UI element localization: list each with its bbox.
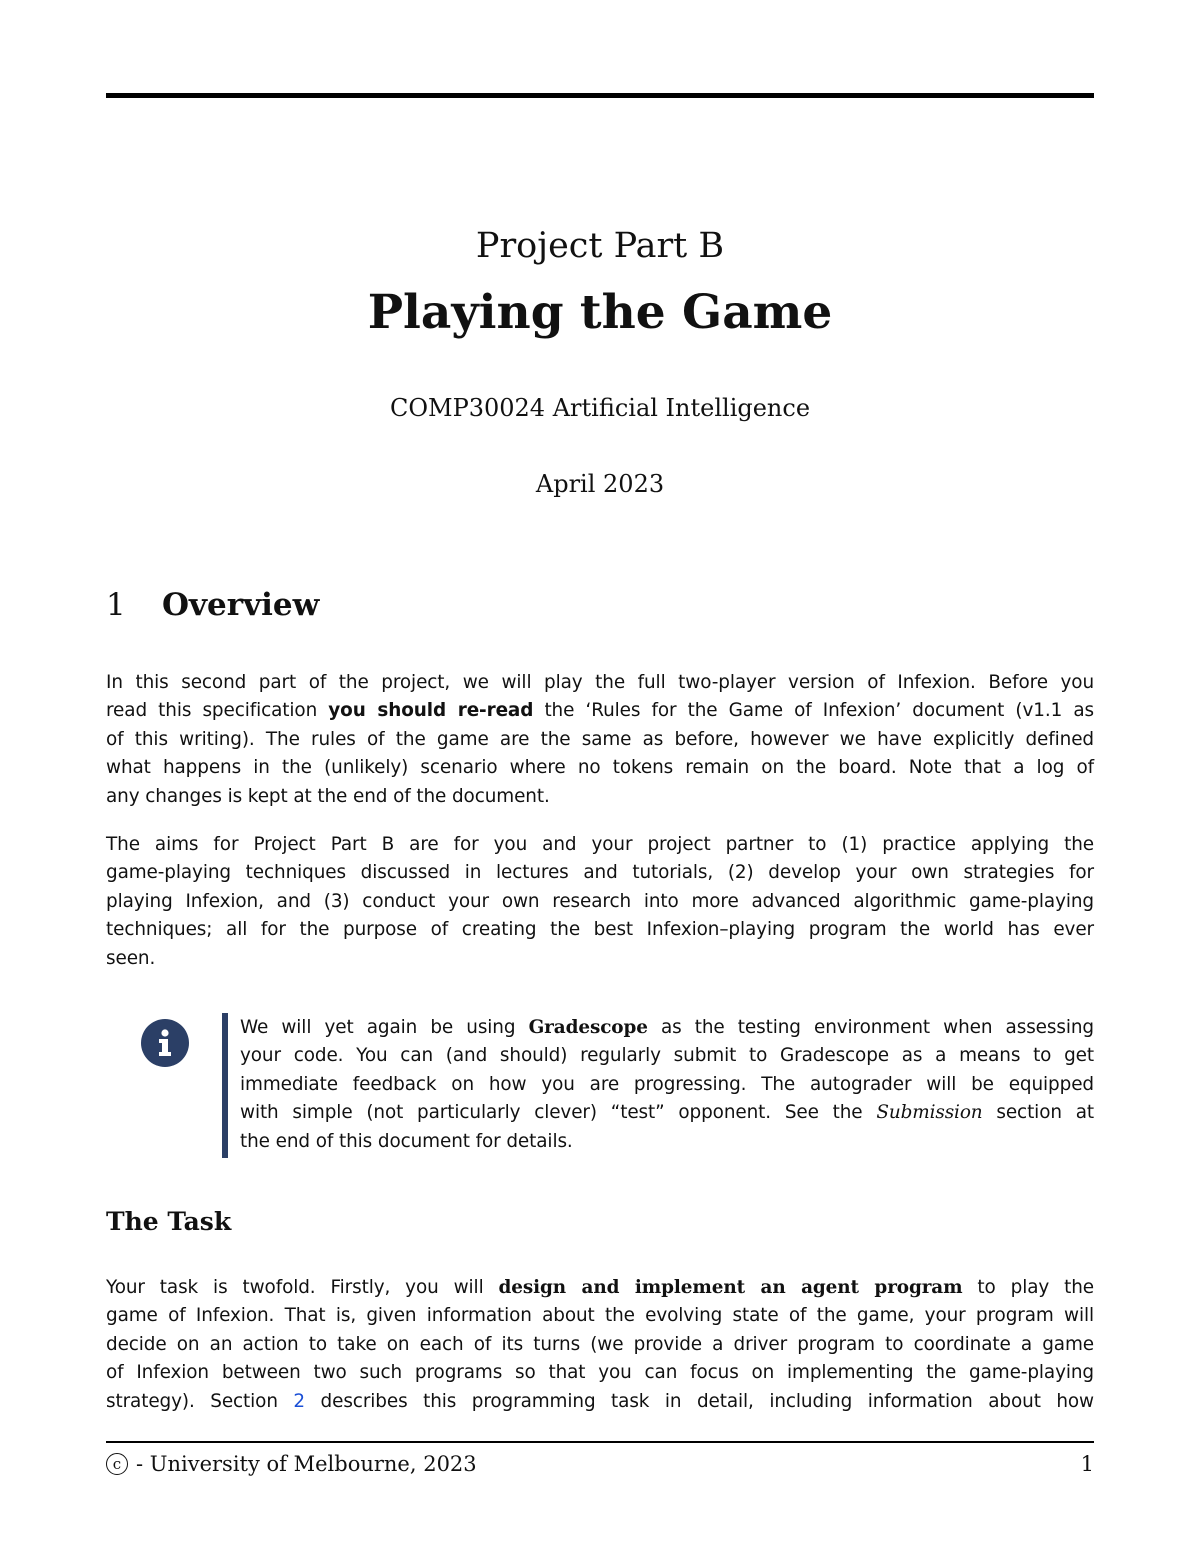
info-note bbox=[240, 1014, 1094, 1156]
page-number: 1 bbox=[1080, 1452, 1094, 1476]
document-title: Playing the Game bbox=[367, 285, 833, 340]
section-title: Overview bbox=[162, 587, 320, 623]
text-line bbox=[240, 1014, 1094, 1042]
document-subtitle: Project Part B bbox=[475, 226, 725, 266]
text-run: as the testing environment when assessing bbox=[647, 1017, 1094, 1038]
document-date: April 2023 bbox=[535, 470, 665, 498]
note-accent-bar bbox=[222, 1013, 228, 1158]
text-run: the ‘Rules for the Game of Infexion’ document (v1.1 as bbox=[533, 700, 1095, 722]
text-line bbox=[106, 1388, 1094, 1416]
footer bbox=[106, 1452, 477, 1476]
text-line: seen. bbox=[106, 947, 156, 969]
text-run: to play the bbox=[962, 1277, 1094, 1298]
text-run: describes this programming task in detail, including information about how bbox=[305, 1390, 1094, 1412]
text-line: game-playing techniques discussed in lectures and tutorials, (2) develop your own strategies for bbox=[106, 862, 1094, 884]
text-line: your code. You can (and should) regularly submit to Gradescope as a means to get bbox=[240, 1045, 1094, 1067]
copyright-icon: c bbox=[106, 1453, 128, 1475]
text-line: The aims for Project Part B are for you and your project partner to (1) practice applying the bbox=[106, 834, 1094, 855]
section-link[interactable]: 2 bbox=[293, 1390, 306, 1412]
top-rule bbox=[106, 93, 1094, 98]
paragraph-aims bbox=[106, 831, 1094, 973]
section-heading-overview bbox=[106, 587, 319, 623]
text-line: the end of this document for details. bbox=[240, 1130, 573, 1152]
text-line: playing Infexion, and (3) conduct your own research into more advanced algorithmic game-playing bbox=[106, 890, 1094, 912]
bold-text: design and implement an agent program bbox=[498, 1277, 963, 1298]
text-line bbox=[106, 697, 1094, 725]
footer-text: - University of Melbourne, 2023 bbox=[136, 1452, 477, 1476]
course-name: COMP30024 Artificial Intelligence bbox=[389, 394, 811, 422]
text-line: what happens in the (unlikely) scenario where no tokens remain on the board. Note that a log of bbox=[106, 757, 1094, 779]
text-run: Your task is twofold. Firstly, you will bbox=[106, 1277, 499, 1298]
text-run: with simple (not particularly clever) “test” opponent. See the bbox=[240, 1102, 877, 1124]
text-line: any changes is kept at the end of the document. bbox=[106, 785, 550, 807]
section-number: 1 bbox=[106, 587, 126, 623]
bold-text: Gradescope bbox=[528, 1017, 648, 1038]
text-line bbox=[240, 1099, 1094, 1127]
text-run: strategy). Section bbox=[106, 1390, 294, 1412]
info-icon bbox=[141, 1019, 189, 1067]
text-line: game of Infexion. That is, given information about the evolving state of the game, your program will bbox=[106, 1305, 1094, 1327]
italic-text: Submission bbox=[876, 1102, 983, 1124]
bold-text: you should re-read bbox=[328, 700, 534, 722]
text-line: immediate feedback on how you are progressing. The autograder will be equipped bbox=[240, 1073, 1094, 1095]
text-line: of this writing). The rules of the game are the same as before, however we have explicitly defined bbox=[106, 728, 1094, 750]
footer-rule bbox=[106, 1441, 1094, 1443]
paragraph-task bbox=[106, 1274, 1094, 1416]
text-line bbox=[106, 1274, 1094, 1302]
text-line: techniques; all for the purpose of creating the best Infexion–playing program the world has ever bbox=[106, 919, 1094, 941]
text-run: We will yet again be using bbox=[240, 1017, 529, 1038]
text-line: decide on an action to take on each of its turns (we provide a driver program to coordinate a game bbox=[106, 1333, 1094, 1355]
paragraph-intro bbox=[106, 669, 1094, 811]
text-line: of Infexion between two such programs so that you can focus on implementing the game-playing bbox=[106, 1362, 1094, 1384]
text-run: read this specification bbox=[106, 700, 329, 722]
text-run: section at bbox=[982, 1102, 1094, 1124]
text-line: In this second part of the project, we will play the full two-player version of Infexion. Before you bbox=[106, 672, 1094, 693]
subsection-heading-task: The Task bbox=[106, 1207, 232, 1236]
